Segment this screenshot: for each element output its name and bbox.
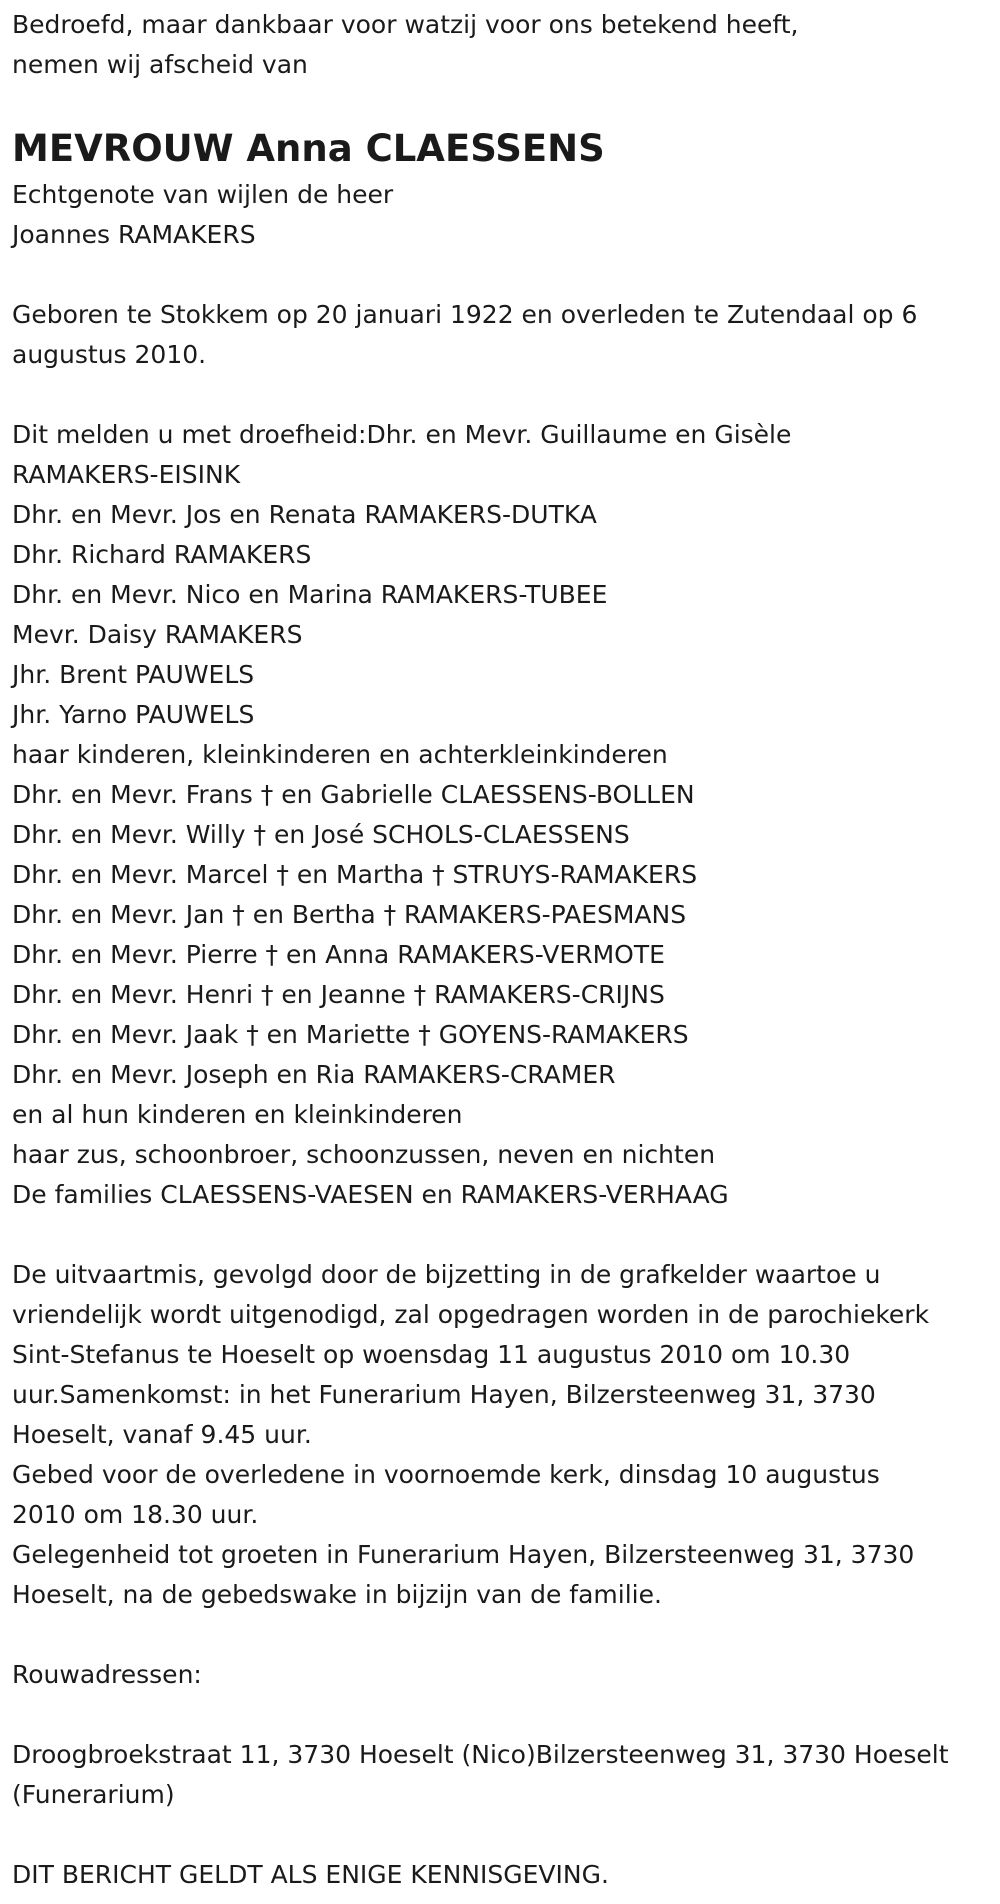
spouse-line: Joannes RAMAKERS	[12, 220, 256, 249]
ceremony-line: De uitvaartmis, gevolgd door de bijzetting in de grafkelder waartoe u	[12, 1260, 881, 1289]
ceremony-line: Gebed voor de overledene in voornoemde kerk, dinsdag 10 augustus	[12, 1460, 880, 1489]
ceremony-line: vriendelijk wordt uitgenodigd, zal opgedragen worden in de parochiekerk	[12, 1300, 930, 1329]
family-list	[12, 415, 988, 1215]
address-line: (Funerarium)	[12, 1780, 175, 1809]
family-line: en al hun kinderen en kleinkinderen	[12, 1100, 463, 1129]
family-line: Dhr. en Mevr. Pierre † en Anna RAMAKERS-VERMOTE	[12, 940, 665, 969]
family-line: Jhr. Brent PAUWELS	[12, 660, 255, 689]
addresses-block	[12, 1735, 988, 1815]
intro-block	[12, 5, 988, 85]
ceremony-line: Sint-Stefanus te Hoeselt op woensdag 11 augustus 2010 om 10.30	[12, 1340, 851, 1369]
footer-notice: DIT BERICHT GELDT ALS ENIGE KENNISGEVING.	[12, 1860, 609, 1889]
family-line: Dhr. en Mevr. Joseph en Ria RAMAKERS-CRAMER	[12, 1060, 616, 1089]
ceremony-line: uur.Samenkomst: in het Funerarium Hayen, Bilzersteenweg 31, 3730	[12, 1380, 876, 1409]
ceremony-line: 2010 om 18.30 uur.	[12, 1500, 259, 1529]
family-line: Dhr. en Mevr. Jan † en Bertha † RAMAKERS-PAESMANS	[12, 900, 687, 929]
spouse-block	[12, 175, 988, 255]
birth-death-block	[12, 295, 988, 375]
family-line: Dhr. en Mevr. Nico en Marina RAMAKERS-TUBEE	[12, 580, 608, 609]
family-line: haar zus, schoonbroer, schoonzussen, neven en nichten	[12, 1140, 716, 1169]
birth-death-line: augustus 2010.	[12, 340, 207, 369]
family-line: Mevr. Daisy RAMAKERS	[12, 620, 303, 649]
family-line: De families CLAESSENS-VAESEN en RAMAKERS-VERHAAG	[12, 1180, 729, 1209]
family-line: Dhr. en Mevr. Jaak † en Mariette † GOYENS-RAMAKERS	[12, 1020, 689, 1049]
family-line: Dhr. en Mevr. Henri † en Jeanne † RAMAKERS-CRIJNS	[12, 980, 665, 1009]
family-line: Dhr. Richard RAMAKERS	[12, 540, 312, 569]
deceased-name: MEVROUW Anna CLAESSENS	[12, 127, 605, 170]
family-line: Dhr. en Mevr. Frans † en Gabrielle CLAESSENS-BOLLEN	[12, 780, 695, 809]
ceremony-line: Hoeselt, vanaf 9.45 uur.	[12, 1420, 312, 1449]
family-line: haar kinderen, kleinkinderen en achterkleinkinderen	[12, 740, 668, 769]
family-line: Dhr. en Mevr. Willy † en José SCHOLS-CLAESSENS	[12, 820, 630, 849]
family-line: Dit melden u met droefheid:Dhr. en Mevr. Guillaume en Gisèle	[12, 420, 792, 449]
ceremony-block	[12, 1255, 988, 1615]
spouse-line: Echtgenote van wijlen de heer	[12, 180, 394, 209]
ceremony-line: Hoeselt, na de gebedswake in bijzijn van de familie.	[12, 1580, 662, 1609]
addresses-label: Rouwadressen:	[12, 1660, 202, 1689]
intro-line: nemen wij afscheid van	[12, 50, 308, 79]
intro-line: Bedroefd, maar dankbaar voor watzij voor ons betekend heeft,	[12, 10, 799, 39]
family-line: Jhr. Yarno PAUWELS	[12, 700, 255, 729]
address-line: Droogbroekstraat 11, 3730 Hoeselt (Nico)Bilzersteenweg 31, 3730 Hoeselt	[12, 1740, 949, 1769]
family-line: RAMAKERS-EISINK	[12, 460, 241, 489]
birth-death-line: Geboren te Stokkem op 20 januari 1922 en overleden te Zutendaal op 6	[12, 300, 918, 329]
family-line: Dhr. en Mevr. Marcel † en Martha † STRUYS-RAMAKERS	[12, 860, 698, 889]
family-line: Dhr. en Mevr. Jos en Renata RAMAKERS-DUTKA	[12, 500, 597, 529]
ceremony-line: Gelegenheid tot groeten in Funerarium Hayen, Bilzersteenweg 31, 3730	[12, 1540, 915, 1569]
